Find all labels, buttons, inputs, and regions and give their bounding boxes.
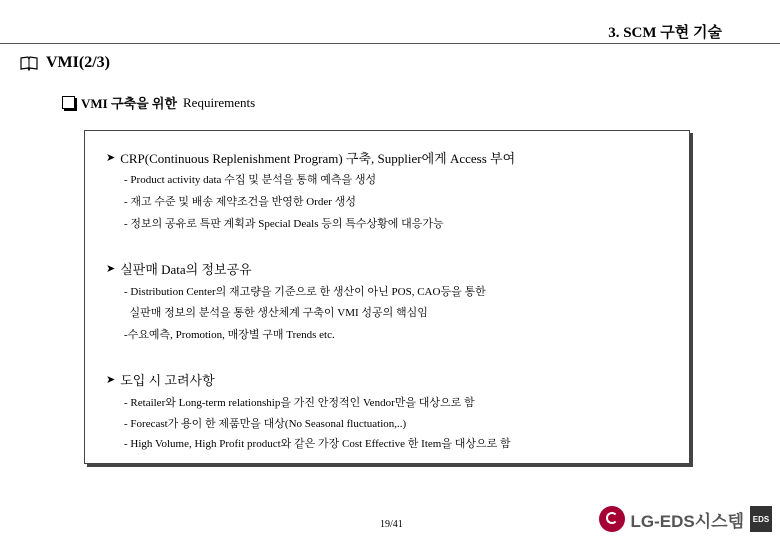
lg-logo-icon	[599, 506, 625, 532]
list-item: 실판매 정보의 분석을 통한 생산체계 구축이 VMI 성공의 핵심임	[124, 307, 428, 319]
checkbox-square-icon	[62, 96, 75, 109]
bullet-crp	[106, 148, 515, 167]
header-title: 3. SCM 구현 기술	[608, 25, 722, 41]
list-item: - High Volume, High Profit product와 같은 가장 Cost Effective 한 Item을 대상으로 함	[124, 438, 511, 450]
page-number: 19/41	[380, 519, 403, 530]
eds-badge: EDS	[750, 506, 772, 532]
bullet-considerations	[106, 370, 215, 389]
bullet-text: CRP(Continuous Replenishment Program) 구축, Supplier에게 Access 부여	[120, 151, 516, 166]
bullet-sales-data	[106, 259, 252, 278]
arrow-bullet-icon: ➤	[106, 263, 116, 275]
list-item: - 정보의 공유로 특판 계획과 Special Deals 등의 특수상황에 대응가능	[124, 218, 444, 230]
list-item: - Retailer와 Long-term relationship을 가진 안정적인 Vendor만을 대상으로 함	[124, 397, 475, 409]
list-item: -수요예측, Promotion, 매장별 구매 Trends etc.	[124, 329, 335, 341]
open-book-icon	[20, 55, 38, 71]
bullet-text: 도입 시 고려사항	[120, 373, 215, 388]
logo-text: LG-EDS시스템	[630, 511, 744, 531]
header-divider	[0, 43, 780, 44]
bullet-text: 실판매 Data의 정보공유	[120, 262, 252, 277]
list-item: - Product activity data 수집 및 분석을 통해 예측을 생성	[124, 174, 377, 186]
section-heading	[20, 54, 110, 72]
subheading-label: VMI 구축을 위한	[81, 96, 178, 111]
company-logo	[599, 506, 773, 532]
list-item: - Forecast가 용이 한 제품만을 대상(No Seasonal fluctuation,..)	[124, 418, 407, 430]
subheading	[62, 93, 255, 112]
section-title: VMI(2/3)	[46, 54, 110, 71]
list-item: - 재고 수준 및 배송 제약조건을 반영한 Order 생성	[124, 196, 356, 208]
arrow-bullet-icon: ➤	[106, 152, 116, 164]
subheading-rest: Requirements	[183, 94, 256, 110]
arrow-bullet-icon: ➤	[106, 374, 116, 386]
list-item: - Distribution Center의 재고량을 기준으로 한 생산이 아닌 POS, CAO등을 통한	[124, 286, 486, 298]
